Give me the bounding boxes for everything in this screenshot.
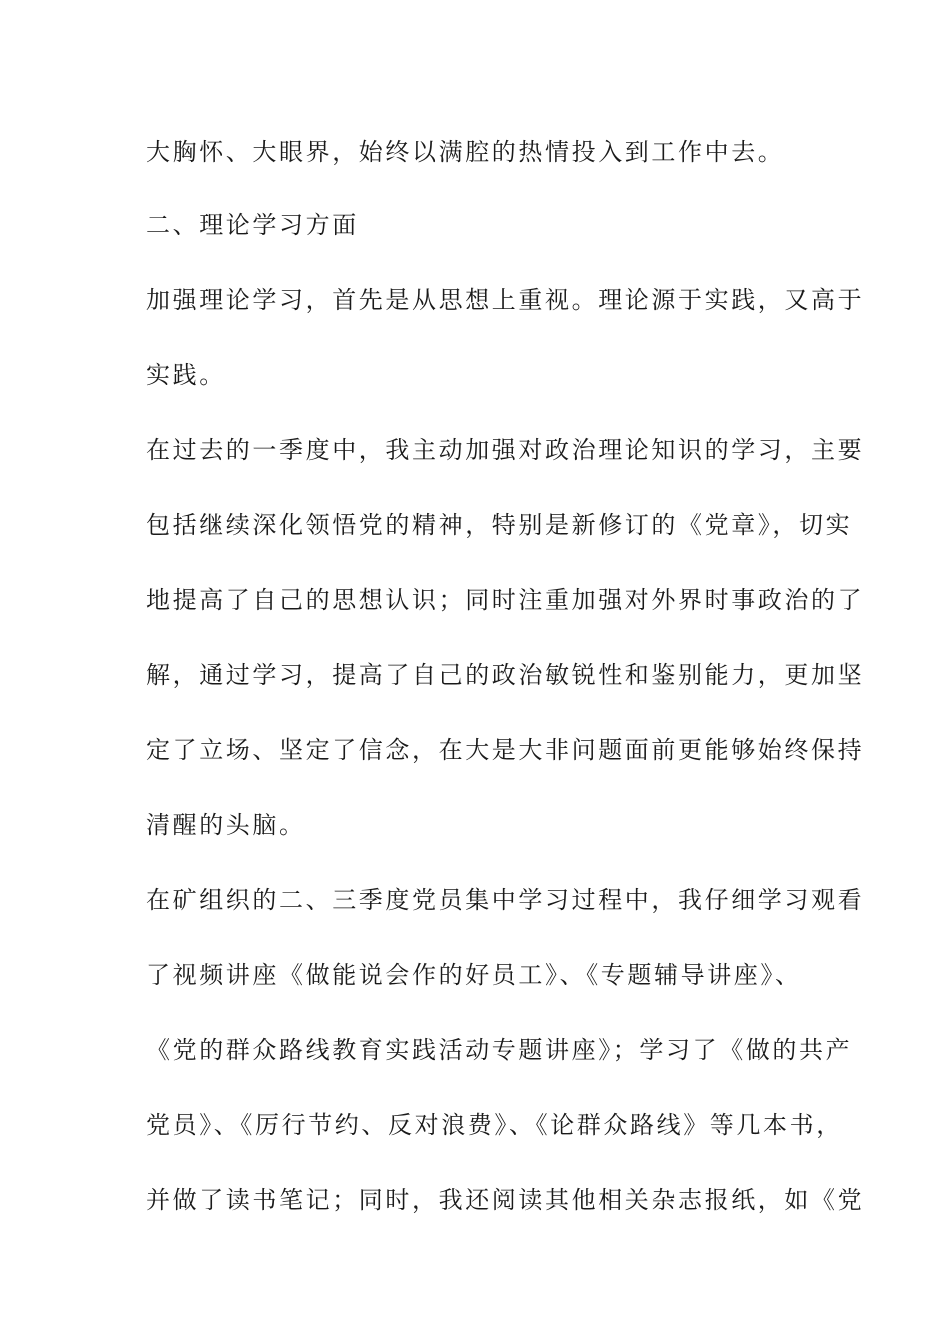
text-line: 在过去的一季度中，我主动加强对政治理论知识的学习，主要 <box>146 436 865 464</box>
text-line: 了视频讲座《做能说会作的好员工》、《专题辅导讲座》、 <box>146 961 802 989</box>
text-line: 包括继续深化领悟党的精神，特别是新修订的《党章》，切实 <box>146 511 853 539</box>
text-line: 定了立场、坚定了信念，在大是大非问题面前更能够始终保持 <box>146 736 865 764</box>
text-line: 清醒的头脑。 <box>146 811 306 839</box>
text-line: 大胸怀、大眼界，始终以满腔的热情投入到工作中去。 <box>146 138 785 166</box>
section-heading: 二、理论学习方面 <box>146 211 359 239</box>
text-line: 加强理论学习，首先是从思想上重视。理论源于实践，又高于 <box>146 286 865 314</box>
text-line: 并做了读书笔记；同时，我还阅读其他相关杂志报纸，如《党 <box>146 1186 865 1214</box>
text-line: 党员》、《厉行节约、反对浪费》、《论群众路线》等几本书， <box>146 1111 843 1139</box>
text-line: 地提高了自己的思想认识；同时注重加强对外界时事政治的了 <box>146 586 865 614</box>
text-line: 《党的群众路线教育实践活动专题讲座》；学习了《做的共产 <box>146 1036 853 1064</box>
text-line: 解，通过学习，提高了自己的政治敏锐性和鉴别能力，更加坚 <box>146 661 865 689</box>
text-line: 在矿组织的二、三季度党员集中学习过程中，我仔细学习观看 <box>146 886 865 914</box>
text-line: 实践。 <box>146 361 226 389</box>
